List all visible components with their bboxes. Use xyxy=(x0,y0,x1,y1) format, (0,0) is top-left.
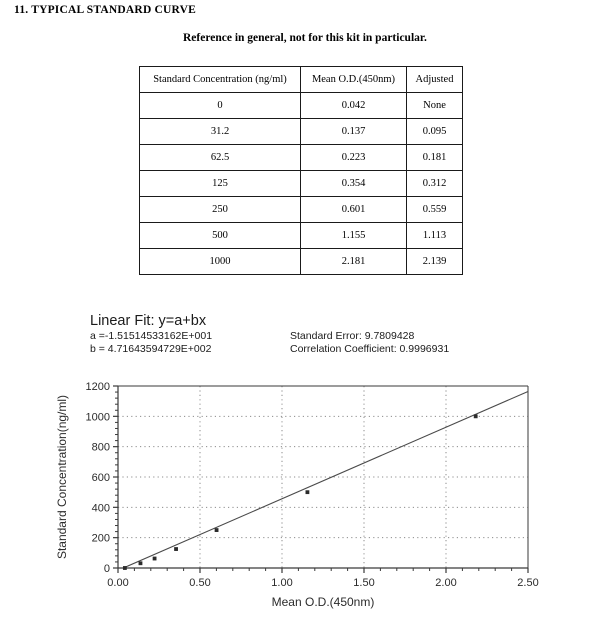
cell-concentration: 125 xyxy=(140,171,301,197)
column-header-od: Mean O.D.(450nm) xyxy=(301,67,407,93)
table-header-row xyxy=(140,67,463,93)
cell-adjusted: 0.095 xyxy=(407,119,463,145)
table-row xyxy=(140,249,463,275)
svg-text:800: 800 xyxy=(91,441,110,454)
cell-od: 0.601 xyxy=(301,197,407,223)
svg-text:400: 400 xyxy=(91,502,110,515)
standard-curve-chart xyxy=(0,376,600,641)
svg-text:2.00: 2.00 xyxy=(435,577,457,589)
svg-text:0.50: 0.50 xyxy=(189,577,211,589)
svg-text:Standard Concentration(ng/ml): Standard Concentration(ng/ml) xyxy=(55,394,69,560)
cell-od: 0.137 xyxy=(301,119,407,145)
linear-fit-title: Linear Fit: y=a+bx xyxy=(90,313,207,329)
column-header-concentration: Standard Concentration (ng/ml) xyxy=(140,67,301,93)
page-title: 11. TYPICAL STANDARD CURVE xyxy=(14,4,197,16)
svg-text:1000: 1000 xyxy=(85,411,110,424)
linear-fit-block xyxy=(90,313,449,356)
cell-concentration: 31.2 xyxy=(140,119,301,145)
cell-adjusted: 0.559 xyxy=(407,197,463,223)
cell-concentration: 250 xyxy=(140,197,301,223)
cell-adjusted: 2.139 xyxy=(407,249,463,275)
cell-adjusted: 0.181 xyxy=(407,145,463,171)
fit-standard-error: Standard Error: 9.7809428 xyxy=(290,330,415,342)
svg-text:1200: 1200 xyxy=(85,381,110,393)
fit-coefficient-a: a =-1.51514533162E+001 xyxy=(90,330,213,342)
fit-row-b xyxy=(90,343,449,356)
fit-correlation-coefficient: Correlation Coefficient: 0.9996931 xyxy=(290,343,450,355)
chart-canvas xyxy=(0,376,600,641)
cell-adjusted: 0.312 xyxy=(407,171,463,197)
svg-text:2.50: 2.50 xyxy=(517,577,539,589)
cell-od: 2.181 xyxy=(301,249,407,275)
cell-concentration: 500 xyxy=(140,223,301,249)
column-header-adjusted: Adjusted xyxy=(407,67,463,93)
cell-od: 0.223 xyxy=(301,145,407,171)
svg-text:1.00: 1.00 xyxy=(271,577,293,589)
cell-concentration: 62.5 xyxy=(140,145,301,171)
table-row xyxy=(140,145,463,171)
table-row xyxy=(140,197,463,223)
cell-adjusted: None xyxy=(407,93,463,119)
table-row xyxy=(140,171,463,197)
svg-text:0.00: 0.00 xyxy=(107,577,129,589)
cell-od: 1.155 xyxy=(301,223,407,249)
table-row xyxy=(140,119,463,145)
svg-text:600: 600 xyxy=(91,472,110,484)
svg-text:200: 200 xyxy=(91,532,110,545)
table-row xyxy=(140,223,463,249)
svg-text:1.50: 1.50 xyxy=(353,577,375,589)
cell-adjusted: 1.113 xyxy=(407,223,463,249)
table-row xyxy=(140,93,463,119)
subtitle-note: Reference in general, not for this kit in particular. xyxy=(183,32,427,44)
cell-od: 0.042 xyxy=(301,93,407,119)
fit-row-a xyxy=(90,330,449,343)
cell-od: 0.354 xyxy=(301,171,407,197)
fit-coefficient-b: b = 4.71643594729E+002 xyxy=(90,343,212,355)
svg-text:0: 0 xyxy=(103,563,110,575)
standard-curve-table xyxy=(139,66,463,275)
cell-concentration: 1000 xyxy=(140,249,301,275)
svg-text:Mean O.D.(450nm): Mean O.D.(450nm) xyxy=(271,595,375,609)
cell-concentration: 0 xyxy=(140,93,301,119)
